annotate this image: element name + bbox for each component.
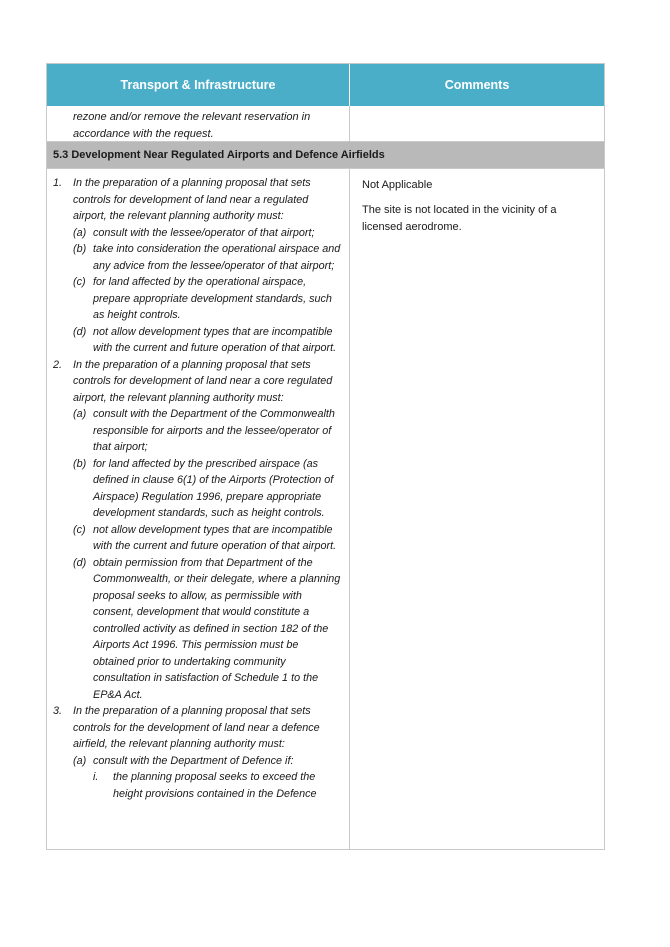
comment-status: Not Applicable — [362, 179, 433, 191]
continuation-text: rezone and/or remove the relevant reservation in accordance with the request. — [47, 106, 350, 142]
header-transport-infrastructure: Transport & Infrastructure — [47, 64, 350, 106]
comments-cell — [350, 169, 604, 849]
list-item — [53, 225, 341, 242]
list-item — [53, 769, 341, 802]
list-item — [53, 522, 341, 555]
list-item-text: consult with the Department of the Commonwealth responsible for airports and the lessee/operator of that airport; — [93, 408, 335, 453]
list-item-label: 2. — [53, 358, 63, 371]
list-item-label: (d) — [73, 556, 87, 569]
list-item-label: (b) — [73, 457, 87, 470]
list-item-text: for land affected by the operational airspace, prepare appropriate development standards, such as height controls. — [93, 276, 332, 321]
list-item-label: i. — [93, 771, 99, 783]
list-item-label: (d) — [73, 325, 87, 338]
list-item — [53, 324, 341, 357]
list-item — [53, 703, 341, 753]
list-item-text: consult with the lessee/operator of that airport; — [93, 226, 315, 239]
planning-table — [46, 63, 605, 850]
table-header — [47, 64, 604, 106]
list-item-text: the planning proposal seeks to exceed the height provisions contained in the Defence — [113, 771, 317, 800]
list-item-text: obtain permission from that Department of the Commonwealth, or their delegate, where a planning proposal seeks to allow, as permissible with consent, development that would constitute a controlled activity as defined in section 182 of the Airports Act 1996. This permission must be obtained prior to undertaking community consultation in satisfaction of Schedule 1 to the EP&A Act. — [93, 556, 341, 701]
list-item-text: for land affected by the prescribed airspace (as defined in clause 6(1) of the Airports (Protection of Airspace) Regulation 1996, prepare appropriate development standards, such as height controls. — [93, 457, 334, 519]
list-item — [53, 406, 341, 456]
list-item-label: (b) — [73, 243, 87, 255]
list-item-text: not allow development types that are incompatible with the current and future operation of that airport. — [93, 523, 337, 552]
section-title: 5.3 Development Near Regulated Airports and Defence Airfields — [47, 142, 604, 169]
list-item-label: (a) — [73, 408, 87, 420]
continuation-row — [47, 106, 604, 142]
list-item — [53, 456, 341, 522]
section-body-row — [47, 169, 604, 849]
list-item-label: 1. — [53, 177, 63, 189]
list-item — [53, 753, 341, 770]
list-item-label: 3. — [53, 705, 63, 717]
continuation-comment-cell — [350, 106, 604, 142]
list-item-text: take into consideration the operational airspace and any advice from the lessee/operator of that airport; — [93, 243, 341, 272]
list-item-label: (a) — [73, 226, 87, 239]
list-item-label: (c) — [73, 523, 86, 536]
list-item-text: In the preparation of a planning proposal that sets controls for development of land near a core regulated airport, the relevant planning authority must: — [73, 358, 333, 404]
list-item — [53, 357, 341, 407]
list-item-text: not allow development types that are incompatible with the current and future operation of that airport. — [93, 325, 337, 354]
list-item-label: (c) — [73, 276, 86, 288]
list-item-text: consult with the Department of Defence if: — [93, 754, 294, 767]
list-item — [53, 555, 341, 704]
list-item-label: (a) — [73, 754, 87, 767]
list-item-text: In the preparation of a planning proposal that sets controls for the development of land near a defence airfield, the relevant planning authority must: — [73, 705, 320, 750]
list-item — [53, 241, 341, 274]
header-comments: Comments — [444, 78, 510, 92]
comment-text: The site is not located in the vicinity of a licensed aerodrome. — [362, 204, 557, 233]
list-item — [53, 274, 341, 324]
list-item-text: In the preparation of a planning proposal that sets controls for development of land near a regulated airport, the relevant planning authority must: — [73, 177, 311, 222]
list-item — [53, 175, 341, 225]
requirements-list — [47, 169, 350, 849]
